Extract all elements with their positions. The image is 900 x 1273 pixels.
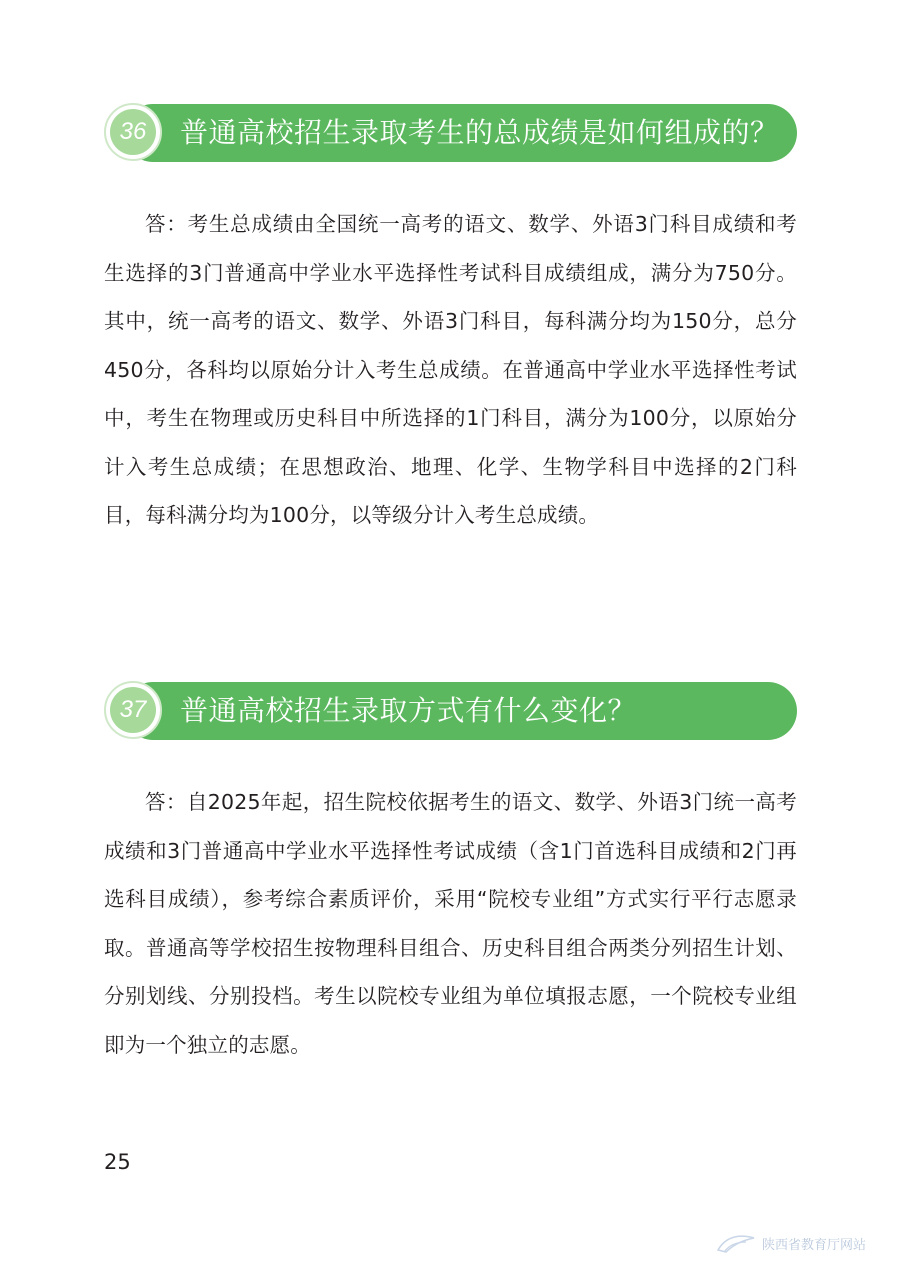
- page-number: 25: [104, 1150, 131, 1174]
- answer-text: 答：考生总成绩由全国统一高考的语文、数学、外语3门科目成绩和考生选择的3门普通高中学业水平选择性考试科目成绩组成，满分为750分。其中，统一高考的语文、数学、外语3门科目，每科满分均为150分，总分450分，各科均以原始分计入考生总成绩。在普通高中学业水平选择性考试中，考生在物理或历史科目中所选择的1门科目，满分为100分，以原始分计入考生总成绩；在思想政治、地理、化学、生物学科目中选择的2门科目，每科满分均为100分，以等级分计入考生总成绩。: [104, 212, 797, 527]
- answer-text: 答：自2025年起，招生院校依据考生的语文、数学、外语3门统一高考成绩和3门普通高中学业水平选择性考试成绩（含1门首选科目成绩和2门再选科目成绩），参考综合素质评价，采用“院校专业组”方式实行平行志愿录取。普通高等学校招生按物理科目组合、历史科目组合两类分列招生计划、分别划线、分别投档。考生以院校专业组为单位填报志愿，一个院校专业组即为一个独立的志愿。: [104, 790, 797, 1057]
- question-title: 普通高校招生录取考生的总成绩是如何组成的？: [180, 116, 779, 149]
- watermark: [716, 1232, 866, 1254]
- watermark-text: 陕西省教育厅网站: [762, 1237, 867, 1253]
- question-title: 普通高校招生录取方式有什么变化？: [180, 694, 637, 727]
- question-banner: [104, 104, 797, 162]
- question-number-badge: [104, 681, 162, 739]
- question-number: 36: [110, 109, 156, 155]
- question-number-badge: [104, 103, 162, 161]
- question-number: 37: [110, 687, 156, 733]
- question-banner: [104, 682, 797, 740]
- leaf-logo-icon: [716, 1232, 756, 1254]
